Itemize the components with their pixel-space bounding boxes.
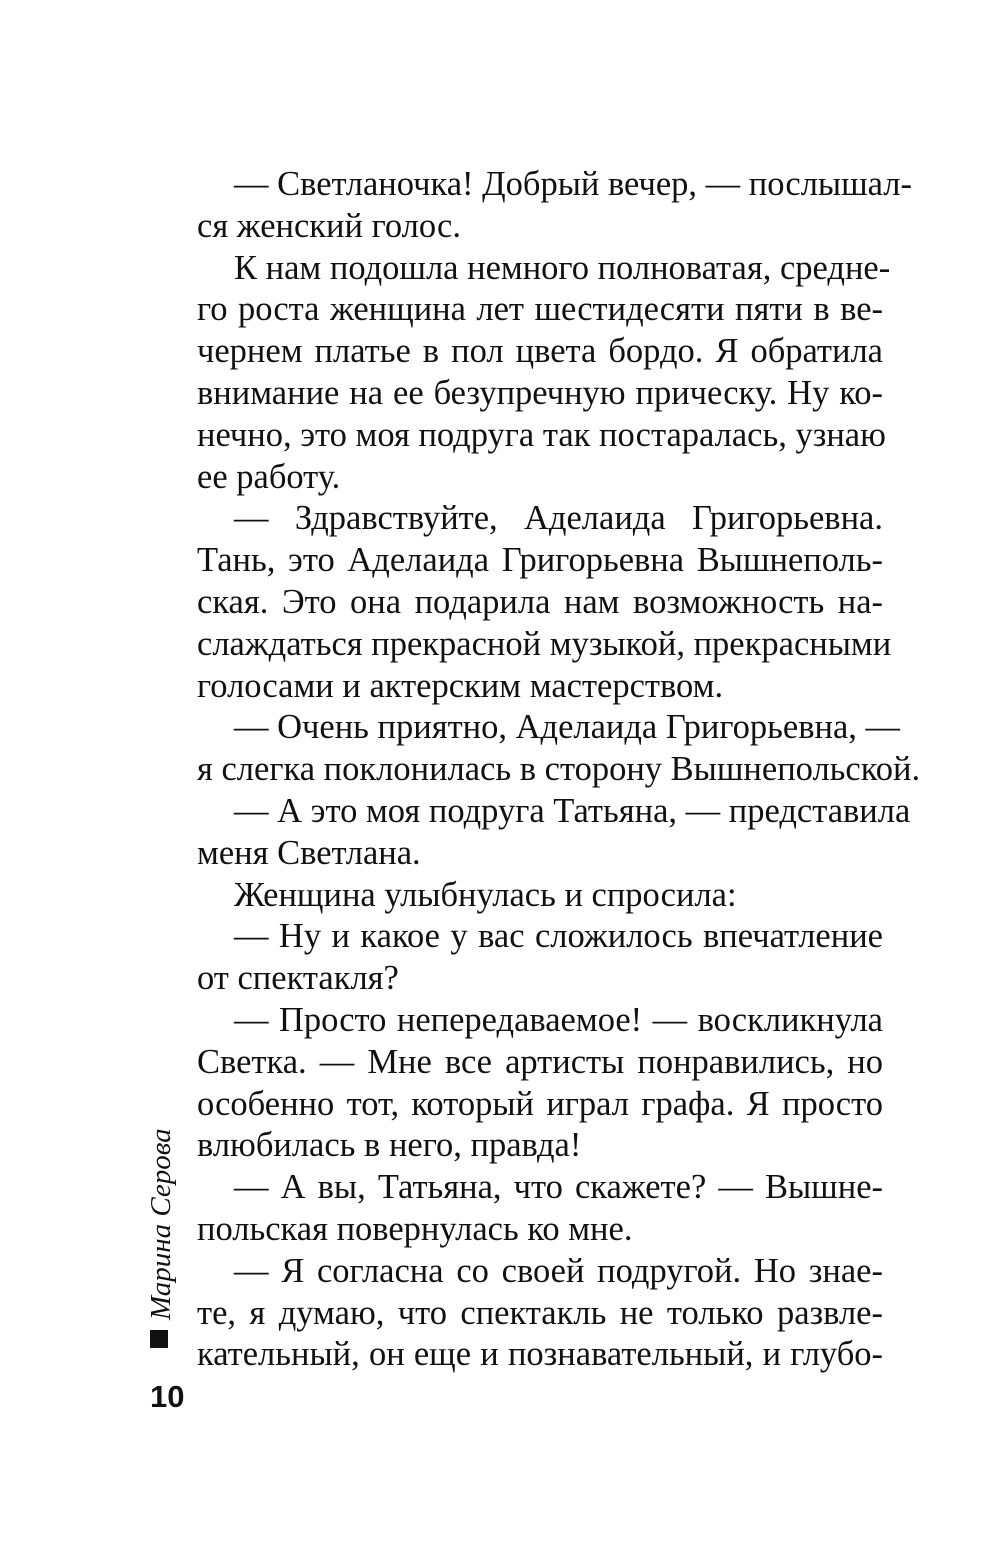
text-line: — Я согласна со своей подругой. Но знае- [234,1251,883,1290]
text-line: те, я думаю, что спектакль не только развле- [197,1293,883,1332]
text-line: — Просто непередаваемое! — воскликнула [234,1000,883,1039]
text-line: ее работу. [197,457,341,496]
text-line: — А вы, Татьяна, что скажете? — Вышне- [234,1168,883,1207]
text-line: внимание на ее безупречную прическу. Ну ко- [197,373,883,412]
text-line: чернем платье в пол цвета бордо. Я обратила [197,332,883,371]
square-marker-icon [150,1330,168,1348]
text-line: — А это моя подруга Татьяна, — представила [234,791,911,830]
text-line: Светка. — Мне все артисты понравились, но [197,1042,883,1081]
text-line: Женщина улыбнулась и спросила: [234,875,737,914]
text-line: ская. Это она подарила нам возможность на- [197,582,883,621]
text-line: я слегка поклонилась в сторону Вышнепольской. [197,750,921,789]
author-name: Марина Серова [145,1128,177,1320]
text-line: от спектакля? [197,959,399,998]
text-line: Тань, это Аделаида Григорьевна Вышнеполь- [197,541,883,580]
body-text [197,164,921,1376]
text-line: нечно, это моя подруга так постаралась, узнаю [197,415,886,454]
text-line: кательный, он еще и познавательный, и глубо- [197,1335,883,1374]
text-line: особенно тот, который играл графа. Я просто [197,1084,883,1123]
text-line: — Очень приятно, Аделаида Григорьевна, — [234,708,901,747]
text-line: го роста женщина лет шестидесяти пяти в ве- [197,290,883,329]
text-line: голосами и актерским мастерством. [197,666,724,705]
text-line: ся женский голос. [197,206,461,245]
page-number: 10 [150,1379,185,1414]
text-line: меня Светлана. [197,833,421,872]
text-line: — Ну и какое у вас сложилось впечатление [234,917,883,956]
text-line: слаждаться прекрасной музыкой, прекрасными [197,624,892,663]
text-line: — Светланочка! Добрый вечер, — послышал- [234,165,912,203]
text-line: К нам подошла немного полноватая, средне- [234,248,891,287]
text-line: — Здравствуйте, Аделаида Григорьевна. [234,499,883,538]
text-line: влюбилась в него, правда! [197,1126,582,1165]
text-line: польская повернулась ко мне. [197,1209,633,1248]
running-head [142,1128,182,1360]
